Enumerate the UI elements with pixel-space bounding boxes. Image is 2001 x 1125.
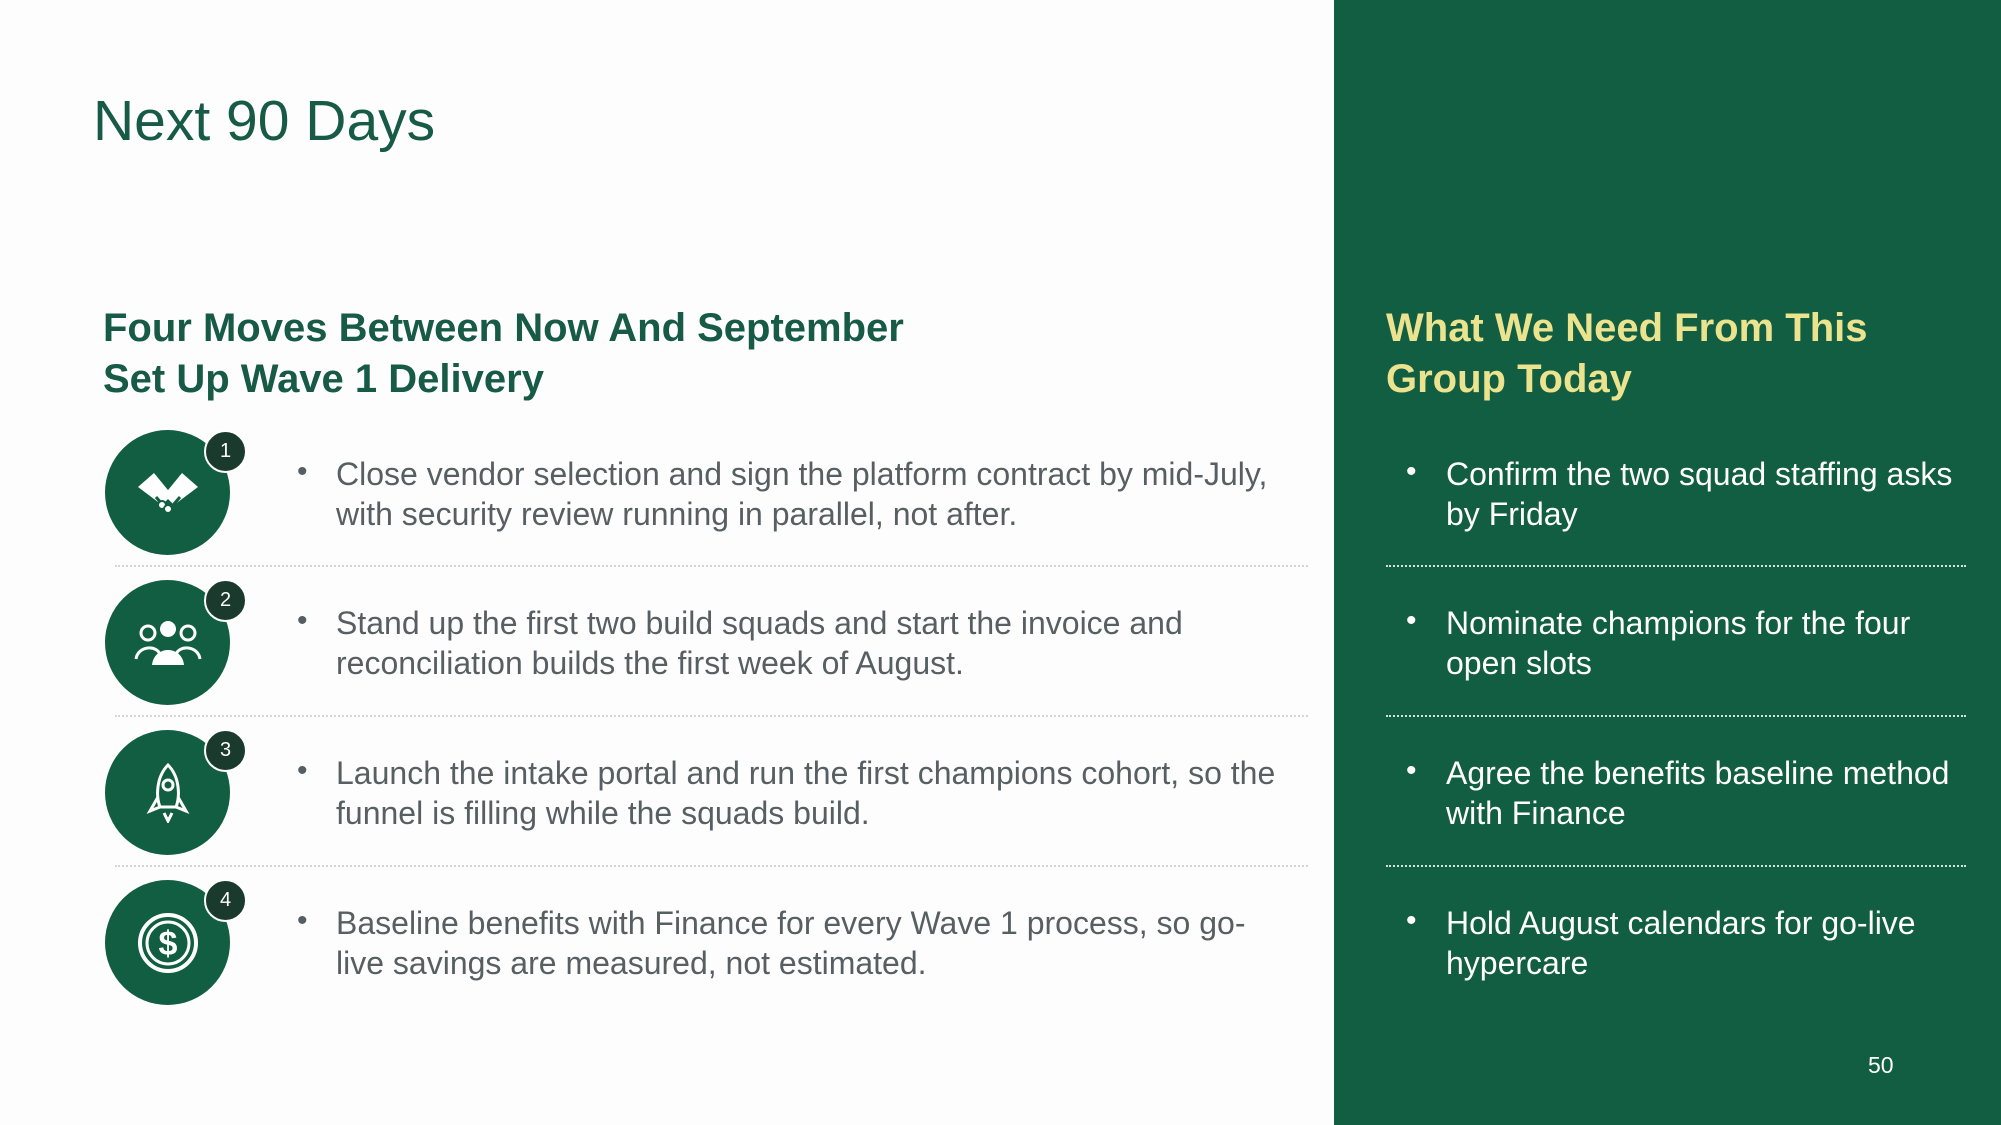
move-text: Close vendor selection and sign the platform contract by mid-July, with security review running in parallel, not after. bbox=[336, 456, 1268, 532]
bullet-icon: • bbox=[1406, 754, 1417, 787]
move-text: Baseline benefits with Finance for every Wave 1 process, so go-live savings are measured, not estimated. bbox=[336, 905, 1246, 981]
bullet-icon: • bbox=[1406, 904, 1417, 937]
bullet-icon: • bbox=[1406, 604, 1417, 637]
page-number: 50 bbox=[1868, 1052, 1894, 1078]
divider bbox=[1386, 715, 1966, 717]
divider bbox=[115, 715, 1308, 717]
move-number-badge: 1 bbox=[204, 430, 247, 473]
move-number-badge: 3 bbox=[204, 729, 247, 772]
move-number-badge: 2 bbox=[204, 579, 247, 622]
bullet-icon: • bbox=[297, 754, 308, 787]
asks-heading-line1: What We Need From This bbox=[1386, 306, 1868, 350]
moves-heading bbox=[103, 303, 904, 405]
slide-title: Next 90 Days bbox=[93, 89, 436, 153]
divider bbox=[1386, 565, 1966, 567]
moves-heading-line2: Set Up Wave 1 Delivery bbox=[103, 357, 544, 401]
move-number-badge: 4 bbox=[204, 879, 247, 922]
bullet-icon: • bbox=[1406, 455, 1417, 488]
asks-heading-line2: Group Today bbox=[1386, 357, 1632, 401]
ask-text: Agree the benefits baseline method with Finance bbox=[1446, 755, 1950, 831]
divider bbox=[1386, 865, 1966, 867]
svg-text:$: $ bbox=[158, 924, 177, 963]
move-text: Stand up the first two build squads and start the invoice and reconciliation builds the first week of August. bbox=[336, 605, 1183, 681]
ask-text: Confirm the two squad staffing asks by Friday bbox=[1446, 456, 1953, 532]
divider bbox=[115, 865, 1308, 867]
ask-text: Nominate champions for the four open slots bbox=[1446, 605, 1911, 681]
bullet-icon: • bbox=[297, 604, 308, 637]
divider bbox=[115, 565, 1308, 567]
bullet-icon: • bbox=[297, 904, 308, 937]
move-text: Launch the intake portal and run the first champions cohort, so the funnel is filling while the squads build. bbox=[336, 755, 1276, 831]
asks-heading bbox=[1386, 303, 1868, 405]
moves-heading-line1: Four Moves Between Now And September bbox=[103, 306, 904, 350]
bullet-icon: • bbox=[297, 455, 308, 488]
ask-text: Hold August calendars for go-live hypercare bbox=[1446, 905, 1916, 981]
